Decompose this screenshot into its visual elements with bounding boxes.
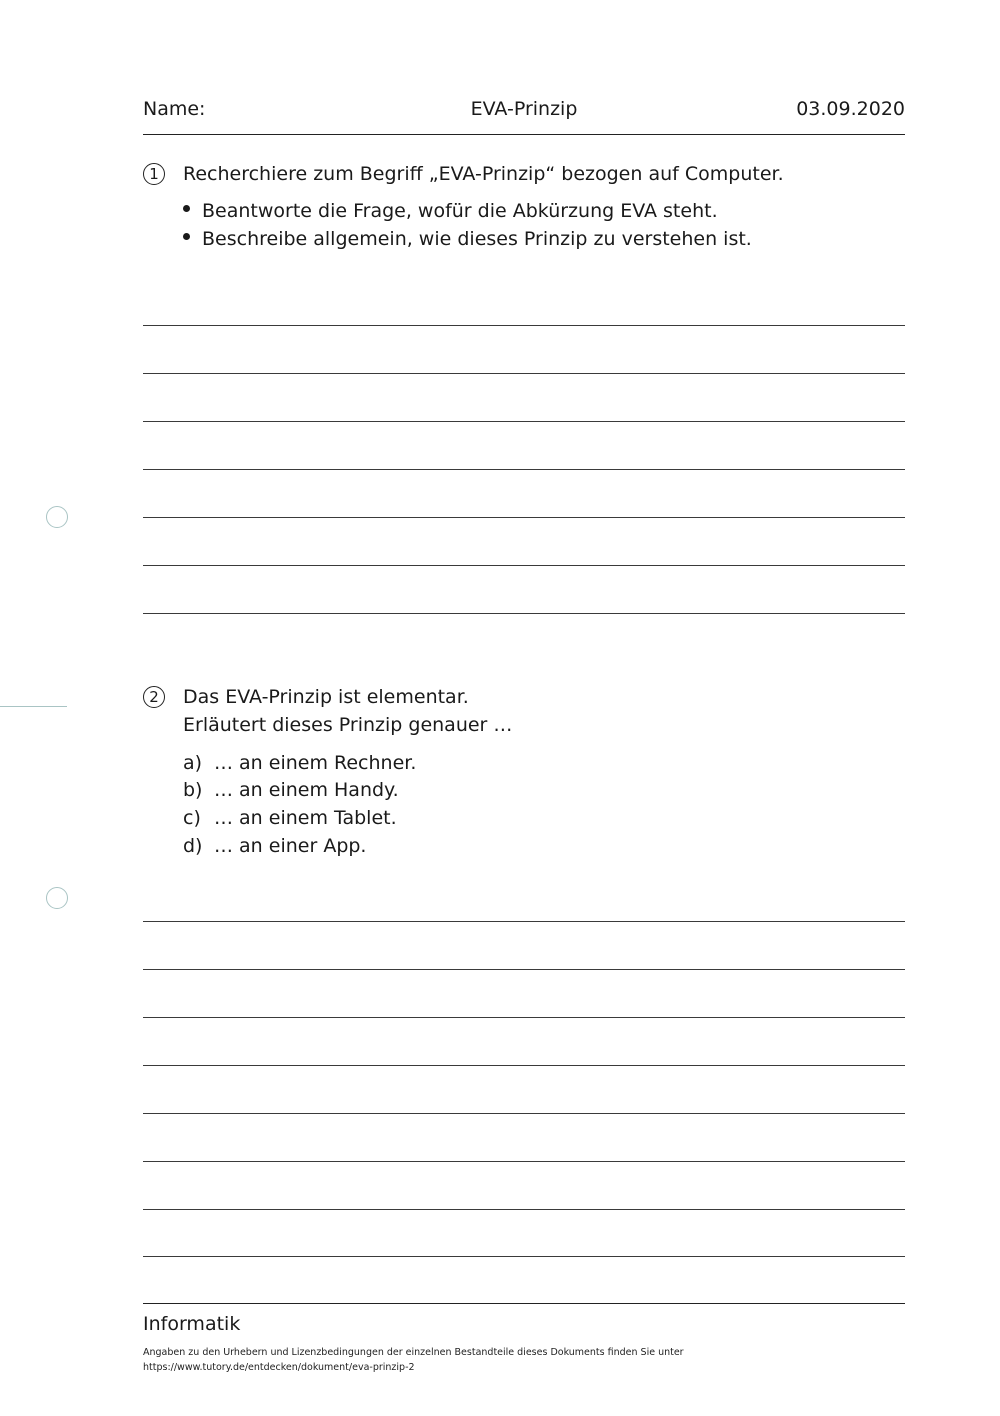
bullet-icon <box>183 205 190 212</box>
punch-hole-bottom-mark <box>46 887 68 909</box>
task-instruction: Erläutert dieses Prinzip genauer … <box>183 714 513 736</box>
license-url[interactable]: https://www.tutory.de/entdecken/dokument/eva-prinzip-2 <box>143 1362 415 1373</box>
list-item: a) … an einem Rechner. <box>183 752 417 774</box>
answer-line[interactable] <box>143 1017 905 1018</box>
license-note: Angaben zu den Urhebern und Lizenzbedingungen der einzelnen Bestandteile dieses Dokuments finden Sie unter https://www.tutory.de/entdecken/dokument/eva-prinzip-2 <box>143 1347 684 1373</box>
answer-line[interactable] <box>143 421 905 422</box>
answer-line[interactable] <box>143 517 905 518</box>
task-number-badge: 1 <box>143 163 165 185</box>
task-number-badge: 2 <box>143 686 165 708</box>
answer-line[interactable] <box>143 1113 905 1114</box>
answer-line[interactable] <box>143 1161 905 1162</box>
fold-mark <box>0 706 67 707</box>
answer-line[interactable] <box>143 469 905 470</box>
worksheet-title: EVA-Prinzip <box>470 98 578 120</box>
answer-line[interactable] <box>143 921 905 922</box>
subject-label: Informatik <box>143 1313 241 1335</box>
answer-line[interactable] <box>143 1209 905 1210</box>
page-header <box>143 96 905 135</box>
task-instruction: Das EVA-Prinzip ist elementar. <box>183 686 469 708</box>
list-item: b) … an einem Handy. <box>183 779 399 801</box>
task-instruction: Recherchiere zum Begriff „EVA-Prinzip“ bezogen auf Computer. <box>183 163 784 185</box>
worksheet-date: 03.09.2020 <box>796 98 905 120</box>
bullet-icon <box>183 233 190 240</box>
answer-line[interactable] <box>143 565 905 566</box>
answer-line[interactable] <box>143 1256 905 1257</box>
answer-line[interactable] <box>143 969 905 970</box>
punch-hole-top-mark <box>46 506 68 528</box>
page-footer <box>143 1303 905 1373</box>
name-label: Name: <box>143 98 206 120</box>
answer-line[interactable] <box>143 1065 905 1066</box>
answer-line[interactable] <box>143 373 905 374</box>
list-item: d) … an einer App. <box>183 835 367 857</box>
list-item: Beschreibe allgemein, wie dieses Prinzip zu verstehen ist. <box>183 228 752 250</box>
answer-line[interactable] <box>143 613 905 614</box>
list-item: c) … an einem Tablet. <box>183 807 397 829</box>
answer-line[interactable] <box>143 325 905 326</box>
list-item: Beantworte die Frage, wofür die Abkürzung EVA steht. <box>183 200 718 222</box>
